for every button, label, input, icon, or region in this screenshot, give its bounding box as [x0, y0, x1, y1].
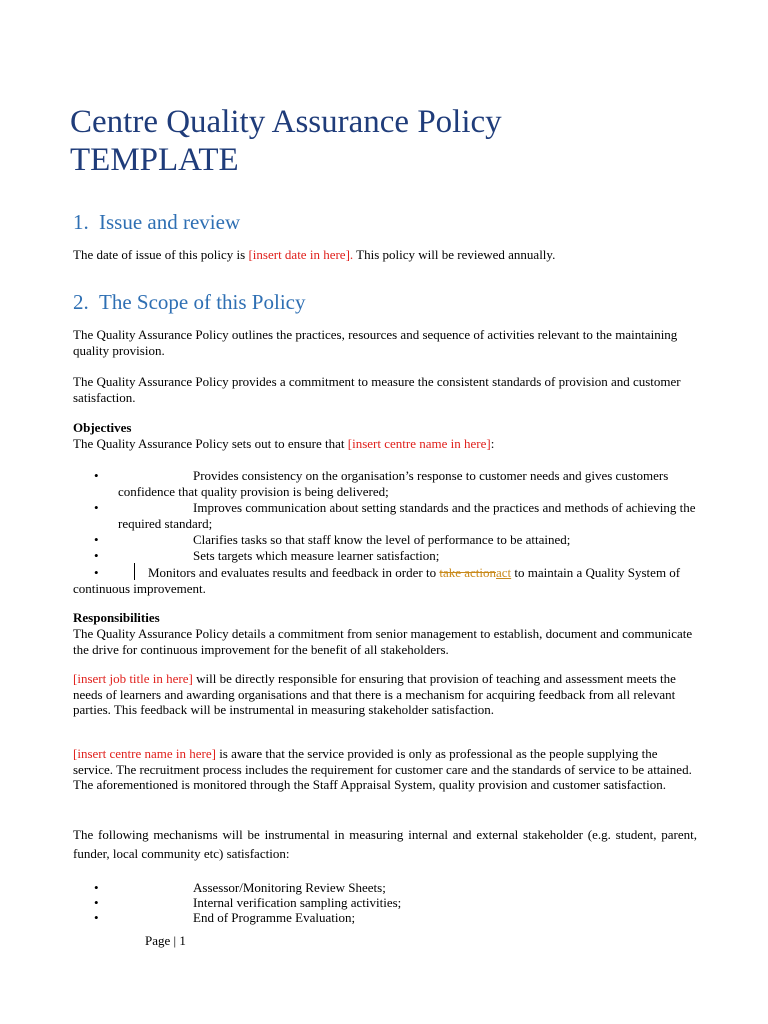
job-title-placeholder: [insert job title in here]: [73, 671, 193, 686]
responsibilities-paragraph-3-text: is aware that the service provided is only as professional as the people supplying the service. The recruitment process includes the requirement for customer care and the standards of service to be attained. The aforementioned is monitored through the Staff Appraisal System, quality provision and customer satisfaction.: [73, 746, 692, 792]
bullet-text: End of Programme Evaluation;: [193, 910, 356, 925]
section-2-number: 2.: [73, 290, 89, 314]
responsibilities-paragraph-3: [73, 746, 697, 793]
mechanism-bullet-1: [73, 880, 697, 896]
mechanism-bullet-3: [73, 910, 697, 926]
objectives-intro-colon: :: [490, 436, 495, 451]
bullet-icon: •: [94, 880, 99, 895]
document-title: [70, 103, 710, 179]
section-1-title: Issue and review: [99, 210, 241, 234]
bullet-text: Improves communication about setting standards and the practices and methods of achieving the required standard;: [118, 500, 696, 531]
bullet-text: [73, 565, 697, 596]
bullet-icon: •: [94, 565, 99, 580]
responsibilities-paragraph-2-text: will be directly responsible for ensuring that provision of teaching and assessment meets the needs of learners and awarding organisations and that there is a mechanism for acquiring feedback from all relevant parties. This feedback will be instrumental in measuring stakeholder satisfaction.: [73, 671, 676, 717]
responsibilities-heading: Responsibilities: [73, 610, 160, 625]
bullet-icon: •: [94, 500, 99, 515]
section-1-heading: [73, 210, 240, 234]
mechanisms-intro: The following mechanisms will be instrumental in measuring internal and external stakeholder (e.g. student, parent, funder, local community etc) satisfaction:: [73, 827, 697, 861]
objective-bullet-5: [73, 565, 697, 596]
bullet-text: Clarifies tasks so that staff know the level of performance to be attained;: [193, 532, 571, 547]
objectives-intro-text: The Quality Assurance Policy sets out to ensure that: [73, 436, 348, 451]
bullet-5-text-end: to maintain a Quality System of continuous improvement.: [73, 565, 681, 596]
bullet-text: Provides consistency on the organisation’s response to customer needs and gives customers confidence that quality provision is being delivered;: [118, 468, 669, 499]
section-1-number: 1.: [73, 210, 89, 234]
responsibilities-paragraph-2: [73, 671, 697, 718]
bullet-icon: •: [94, 548, 99, 563]
bullet-icon: •: [94, 532, 99, 547]
review-text: This policy will be reviewed annually.: [353, 247, 556, 262]
text-cursor: [134, 563, 135, 580]
centre-name-placeholder: [insert centre name in here]: [347, 436, 491, 451]
tracked-deletion: take action: [439, 565, 496, 580]
bullet-icon: •: [94, 895, 99, 910]
bullet-5-text-start: Monitors and evaluates results and feedback in order to: [148, 565, 440, 580]
objectives-heading: Objectives: [73, 420, 132, 435]
bullet-text: Assessor/Monitoring Review Sheets;: [193, 880, 386, 895]
title-line-2: TEMPLATE: [70, 142, 239, 178]
section-2-title: The Scope of this Policy: [99, 290, 306, 314]
responsibilities-paragraph-1: The Quality Assurance Policy details a commitment from senior management to establish, document and communicate the drive for continuous improvement for the benefit of all stakeholders.: [73, 626, 693, 657]
issue-text: The date of issue of this policy is: [73, 247, 249, 262]
bullet-text: Sets targets which measure learner satisfaction;: [193, 548, 440, 563]
objectives-intro: [73, 436, 697, 452]
objective-bullet-2: [73, 500, 697, 531]
date-placeholder: [insert date in here].: [248, 247, 354, 262]
section-2-heading: [73, 290, 305, 314]
title-line-1: Centre Quality Assurance Policy: [70, 104, 502, 140]
mechanism-bullet-2: [73, 895, 697, 911]
bullet-text: Internal verification sampling activities;: [193, 895, 402, 910]
scope-paragraph-1: The Quality Assurance Policy outlines the practices, resources and sequence of activities relevant to the maintaining quality provision.: [73, 327, 678, 358]
bullet-icon: •: [94, 468, 99, 483]
objective-bullet-1: [73, 468, 697, 499]
scope-paragraph-2: The Quality Assurance Policy provides a commitment to measure the consistent standards of provision and customer satisfaction.: [73, 374, 681, 405]
tracked-insertion: act: [496, 565, 512, 580]
bullet-icon: •: [94, 910, 99, 925]
objective-bullet-4: [73, 548, 697, 564]
objective-bullet-3: [73, 532, 697, 548]
issue-paragraph: [73, 247, 697, 263]
page-footer: Page | 1: [145, 933, 186, 948]
centre-name-placeholder-2: [insert centre name in here]: [73, 746, 216, 761]
